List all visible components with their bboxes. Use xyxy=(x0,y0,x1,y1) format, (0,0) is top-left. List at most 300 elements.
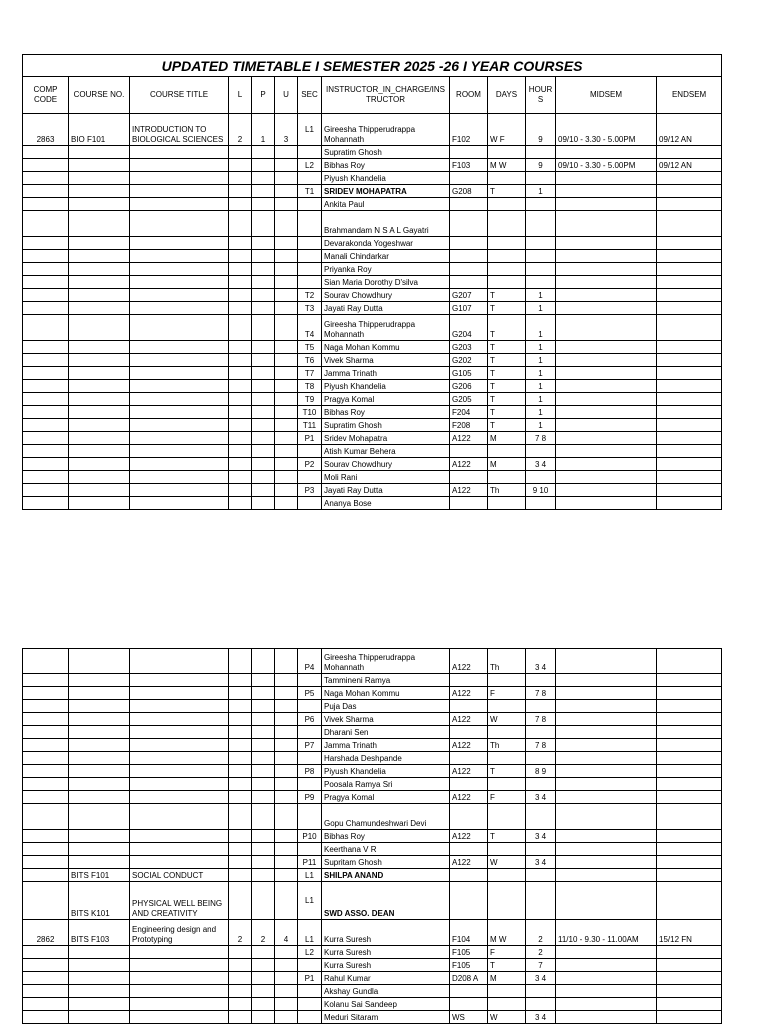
comp-code-cell xyxy=(23,713,69,726)
midsem-cell xyxy=(556,830,657,843)
instructor-cell: Kurra Suresh xyxy=(322,946,450,959)
l-cell: 2 xyxy=(229,114,252,146)
page-title: UPDATED TIMETABLE I SEMESTER 2025 -26 I YEAR COURSES xyxy=(23,55,722,77)
room-cell: F208 xyxy=(450,419,488,432)
sec-cell: P1 xyxy=(298,432,322,445)
course-no-cell xyxy=(69,791,130,804)
room-cell xyxy=(450,445,488,458)
instructor-cell: Tammineni Ramya xyxy=(322,674,450,687)
room-cell xyxy=(450,869,488,882)
endsem-cell xyxy=(657,497,722,510)
instructor-cell: Keerthana V R xyxy=(322,843,450,856)
comp-code-cell xyxy=(23,946,69,959)
room-cell: F103 xyxy=(450,159,488,172)
u-cell xyxy=(275,237,298,250)
p-cell xyxy=(252,419,275,432)
u-cell xyxy=(275,1011,298,1024)
hours-cell: 1 xyxy=(526,302,556,315)
endsem-cell xyxy=(657,674,722,687)
midsem-cell xyxy=(556,843,657,856)
hours-cell: 3 4 xyxy=(526,1011,556,1024)
p-cell xyxy=(252,972,275,985)
table-row xyxy=(23,804,722,830)
hours-cell: 1 xyxy=(526,419,556,432)
days-cell xyxy=(488,276,526,289)
sec-cell xyxy=(298,959,322,972)
l-cell xyxy=(229,302,252,315)
instructor-cell: Supratim Ghosh xyxy=(322,146,450,159)
l-cell xyxy=(229,843,252,856)
course-no-cell xyxy=(69,687,130,700)
midsem-cell xyxy=(556,302,657,315)
hours-cell: 7 8 xyxy=(526,687,556,700)
u-cell xyxy=(275,393,298,406)
l-cell xyxy=(229,674,252,687)
days-cell: T xyxy=(488,959,526,972)
course-no-cell xyxy=(69,804,130,830)
l-cell xyxy=(229,959,252,972)
u-cell xyxy=(275,674,298,687)
u-cell xyxy=(275,791,298,804)
p-cell xyxy=(252,393,275,406)
p-cell xyxy=(252,765,275,778)
hours-cell xyxy=(526,276,556,289)
l-cell xyxy=(229,276,252,289)
l-cell xyxy=(229,830,252,843)
table-row xyxy=(23,237,722,250)
hours-cell xyxy=(526,843,556,856)
sec-cell: T9 xyxy=(298,393,322,406)
comp-code-cell xyxy=(23,445,69,458)
u-cell xyxy=(275,985,298,998)
room-cell xyxy=(450,804,488,830)
u-cell: 4 xyxy=(275,920,298,946)
instructor-cell: Sourav Chowdhury xyxy=(322,289,450,302)
table-row xyxy=(23,791,722,804)
p-cell xyxy=(252,159,275,172)
l-cell xyxy=(229,649,252,674)
hours-cell: 7 8 xyxy=(526,432,556,445)
room-cell xyxy=(450,471,488,484)
sec-cell: T11 xyxy=(298,419,322,432)
p-cell xyxy=(252,354,275,367)
days-cell xyxy=(488,497,526,510)
room-cell xyxy=(450,497,488,510)
days-cell xyxy=(488,985,526,998)
l-cell xyxy=(229,713,252,726)
course-no-cell xyxy=(69,830,130,843)
u-cell xyxy=(275,972,298,985)
table-row xyxy=(23,687,722,700)
instructor-cell: Ankita Paul xyxy=(322,198,450,211)
u-cell xyxy=(275,687,298,700)
midsem-cell: 09/10 - 3.30 - 5.00PM xyxy=(556,114,657,146)
room-cell: G207 xyxy=(450,289,488,302)
l-cell xyxy=(229,484,252,497)
midsem-cell xyxy=(556,700,657,713)
sec-cell: T3 xyxy=(298,302,322,315)
comp-code-cell xyxy=(23,484,69,497)
comp-code-cell xyxy=(23,959,69,972)
room-cell xyxy=(450,276,488,289)
sec-cell: P1 xyxy=(298,972,322,985)
room-cell xyxy=(450,882,488,920)
hours-cell: 3 4 xyxy=(526,830,556,843)
midsem-cell xyxy=(556,354,657,367)
course-title-cell xyxy=(130,752,229,765)
sec-cell xyxy=(298,998,322,1011)
course-title-cell xyxy=(130,276,229,289)
table-row xyxy=(23,114,722,146)
course-no-cell xyxy=(69,302,130,315)
sec-cell: P8 xyxy=(298,765,322,778)
instructor-cell: Bibhas Roy xyxy=(322,159,450,172)
u-cell xyxy=(275,159,298,172)
midsem-cell xyxy=(556,804,657,830)
course-no-cell xyxy=(69,484,130,497)
sec-cell: T6 xyxy=(298,354,322,367)
endsem-cell xyxy=(657,471,722,484)
hours-cell xyxy=(526,726,556,739)
header-instructor: INSTRUCTOR_IN_CHARGE/INSTRUCTOR xyxy=(322,77,450,114)
course-no-cell xyxy=(69,172,130,185)
p-cell xyxy=(252,856,275,869)
course-no-cell xyxy=(69,159,130,172)
endsem-cell xyxy=(657,380,722,393)
l-cell xyxy=(229,289,252,302)
l-cell xyxy=(229,1011,252,1024)
midsem-cell xyxy=(556,726,657,739)
endsem-cell xyxy=(657,791,722,804)
p-cell xyxy=(252,985,275,998)
comp-code-cell xyxy=(23,198,69,211)
endsem-cell xyxy=(657,146,722,159)
days-cell xyxy=(488,172,526,185)
p-cell xyxy=(252,700,275,713)
sec-cell: P11 xyxy=(298,856,322,869)
p-cell xyxy=(252,649,275,674)
table-row xyxy=(23,211,722,237)
sec-cell xyxy=(298,237,322,250)
instructor-cell: Puja Das xyxy=(322,700,450,713)
sec-cell xyxy=(298,250,322,263)
midsem-cell xyxy=(556,315,657,341)
comp-code-cell xyxy=(23,765,69,778)
course-title-cell xyxy=(130,497,229,510)
header-p: P xyxy=(252,77,275,114)
days-cell: M xyxy=(488,972,526,985)
midsem-cell xyxy=(556,687,657,700)
days-cell xyxy=(488,778,526,791)
hours-cell: 3 4 xyxy=(526,856,556,869)
days-cell: T xyxy=(488,765,526,778)
sec-cell: P9 xyxy=(298,791,322,804)
days-cell xyxy=(488,998,526,1011)
course-title-cell xyxy=(130,185,229,198)
course-no-cell xyxy=(69,1011,130,1024)
days-cell xyxy=(488,804,526,830)
midsem-cell xyxy=(556,250,657,263)
u-cell xyxy=(275,289,298,302)
u-cell xyxy=(275,302,298,315)
u-cell xyxy=(275,804,298,830)
course-title-cell xyxy=(130,445,229,458)
table-row xyxy=(23,843,722,856)
course-no-cell xyxy=(69,354,130,367)
course-title-cell xyxy=(130,778,229,791)
room-cell: A122 xyxy=(450,856,488,869)
p-cell xyxy=(252,778,275,791)
l-cell xyxy=(229,185,252,198)
midsem-cell xyxy=(556,276,657,289)
days-cell xyxy=(488,198,526,211)
l-cell xyxy=(229,752,252,765)
sec-cell xyxy=(298,778,322,791)
table-row xyxy=(23,649,722,674)
course-no-cell xyxy=(69,700,130,713)
course-title-cell xyxy=(130,985,229,998)
l-cell xyxy=(229,739,252,752)
midsem-cell xyxy=(556,380,657,393)
room-cell: F105 xyxy=(450,946,488,959)
instructor-cell: Moli Rani xyxy=(322,471,450,484)
endsem-cell xyxy=(657,649,722,674)
course-no-cell xyxy=(69,765,130,778)
days-cell xyxy=(488,445,526,458)
comp-code-cell xyxy=(23,752,69,765)
table-row xyxy=(23,497,722,510)
comp-code-cell xyxy=(23,687,69,700)
p-cell xyxy=(252,198,275,211)
p-cell xyxy=(252,237,275,250)
instructor-cell: SRIDEV MOHAPATRA xyxy=(322,185,450,198)
l-cell xyxy=(229,726,252,739)
sec-cell: P6 xyxy=(298,713,322,726)
hours-cell: 1 xyxy=(526,406,556,419)
header-room: ROOM xyxy=(450,77,488,114)
sec-cell xyxy=(298,985,322,998)
l-cell xyxy=(229,882,252,920)
p-cell xyxy=(252,458,275,471)
p-cell xyxy=(252,959,275,972)
u-cell xyxy=(275,946,298,959)
endsem-cell xyxy=(657,393,722,406)
instructor-cell: Naga Mohan Kommu xyxy=(322,341,450,354)
days-cell: W xyxy=(488,856,526,869)
room-cell xyxy=(450,250,488,263)
table-row xyxy=(23,674,722,687)
course-title-cell xyxy=(130,791,229,804)
u-cell xyxy=(275,380,298,393)
days-cell: W xyxy=(488,1011,526,1024)
midsem-cell xyxy=(556,445,657,458)
course-no-cell xyxy=(69,713,130,726)
hours-cell: 2 xyxy=(526,946,556,959)
u-cell xyxy=(275,752,298,765)
table-row xyxy=(23,471,722,484)
endsem-cell xyxy=(657,856,722,869)
midsem-cell xyxy=(556,998,657,1011)
days-cell xyxy=(488,843,526,856)
course-title-cell xyxy=(130,172,229,185)
l-cell xyxy=(229,946,252,959)
l-cell xyxy=(229,458,252,471)
hours-cell xyxy=(526,700,556,713)
comp-code-cell xyxy=(23,380,69,393)
course-title-cell xyxy=(130,959,229,972)
course-no-cell xyxy=(69,674,130,687)
course-title-cell xyxy=(130,406,229,419)
course-no-cell xyxy=(69,250,130,263)
days-cell: M W xyxy=(488,159,526,172)
l-cell xyxy=(229,354,252,367)
midsem-cell xyxy=(556,432,657,445)
days-cell xyxy=(488,263,526,276)
days-cell xyxy=(488,700,526,713)
course-no-cell: BIO F101 xyxy=(69,114,130,146)
endsem-cell xyxy=(657,354,722,367)
days-cell xyxy=(488,882,526,920)
instructor-cell: Pragya Komal xyxy=(322,791,450,804)
p-cell xyxy=(252,752,275,765)
course-title-cell xyxy=(130,830,229,843)
room-cell: WS xyxy=(450,1011,488,1024)
comp-code-cell xyxy=(23,172,69,185)
sec-cell xyxy=(298,1011,322,1024)
course-no-cell xyxy=(69,959,130,972)
course-no-cell xyxy=(69,497,130,510)
midsem-cell xyxy=(556,765,657,778)
l-cell xyxy=(229,432,252,445)
endsem-cell: 09/12 AN xyxy=(657,114,722,146)
l-cell xyxy=(229,471,252,484)
days-cell xyxy=(488,211,526,237)
endsem-cell xyxy=(657,998,722,1011)
table-row xyxy=(23,458,722,471)
u-cell xyxy=(275,959,298,972)
p-cell xyxy=(252,791,275,804)
l-cell xyxy=(229,972,252,985)
course-title-cell xyxy=(130,1011,229,1024)
days-cell: M W xyxy=(488,920,526,946)
endsem-cell xyxy=(657,700,722,713)
days-cell: Th xyxy=(488,739,526,752)
p-cell xyxy=(252,843,275,856)
endsem-cell xyxy=(657,946,722,959)
p-cell xyxy=(252,211,275,237)
room-cell xyxy=(450,146,488,159)
instructor-cell: Akshay Gundla xyxy=(322,985,450,998)
days-cell: T xyxy=(488,289,526,302)
p-cell xyxy=(252,882,275,920)
room-cell: F204 xyxy=(450,406,488,419)
table-row xyxy=(23,920,722,946)
midsem-cell xyxy=(556,649,657,674)
sec-cell xyxy=(298,172,322,185)
endsem-cell xyxy=(657,778,722,791)
p-cell xyxy=(252,726,275,739)
u-cell xyxy=(275,856,298,869)
l-cell: 2 xyxy=(229,920,252,946)
table-row xyxy=(23,830,722,843)
course-title-cell xyxy=(130,458,229,471)
l-cell xyxy=(229,198,252,211)
course-no-cell xyxy=(69,778,130,791)
course-title-cell xyxy=(130,946,229,959)
course-title-cell xyxy=(130,432,229,445)
endsem-cell xyxy=(657,752,722,765)
course-title-cell xyxy=(130,315,229,341)
course-no-cell xyxy=(69,471,130,484)
course-no-cell xyxy=(69,393,130,406)
room-cell: F102 xyxy=(450,114,488,146)
course-no-cell xyxy=(69,739,130,752)
days-cell xyxy=(488,752,526,765)
u-cell xyxy=(275,432,298,445)
course-no-cell xyxy=(69,458,130,471)
u-cell xyxy=(275,419,298,432)
instructor-cell: Bibhas Roy xyxy=(322,830,450,843)
instructor-cell: SHILPA ANAND xyxy=(322,869,450,882)
comp-code-cell xyxy=(23,778,69,791)
l-cell xyxy=(229,393,252,406)
comp-code-cell xyxy=(23,263,69,276)
room-cell xyxy=(450,985,488,998)
comp-code-cell xyxy=(23,289,69,302)
sec-cell: P2 xyxy=(298,458,322,471)
hours-cell xyxy=(526,882,556,920)
table-row xyxy=(23,393,722,406)
endsem-cell: 09/12 AN xyxy=(657,159,722,172)
course-no-cell xyxy=(69,198,130,211)
table-row xyxy=(23,752,722,765)
course-no-cell xyxy=(69,843,130,856)
table-row xyxy=(23,354,722,367)
table-row xyxy=(23,185,722,198)
comp-code-cell xyxy=(23,497,69,510)
u-cell xyxy=(275,445,298,458)
course-no-cell xyxy=(69,315,130,341)
comp-code-cell xyxy=(23,471,69,484)
hours-cell xyxy=(526,445,556,458)
l-cell xyxy=(229,237,252,250)
sec-cell: P4 xyxy=(298,649,322,674)
comp-code-cell xyxy=(23,315,69,341)
hours-cell xyxy=(526,985,556,998)
room-cell xyxy=(450,843,488,856)
comp-code-cell xyxy=(23,674,69,687)
instructor-cell: Ananya Bose xyxy=(322,497,450,510)
u-cell xyxy=(275,998,298,1011)
table-row xyxy=(23,998,722,1011)
instructor-cell: Kurra Suresh xyxy=(322,920,450,946)
p-cell xyxy=(252,263,275,276)
hours-cell: 8 9 xyxy=(526,765,556,778)
instructor-cell: Gireesha Thipperudrappa Mohannath xyxy=(322,649,450,674)
hours-cell: 1 xyxy=(526,185,556,198)
room-cell: A122 xyxy=(450,765,488,778)
p-cell xyxy=(252,946,275,959)
u-cell xyxy=(275,146,298,159)
l-cell xyxy=(229,367,252,380)
course-title-cell xyxy=(130,393,229,406)
days-cell xyxy=(488,869,526,882)
comp-code-cell xyxy=(23,354,69,367)
endsem-cell xyxy=(657,726,722,739)
p-cell: 2 xyxy=(252,920,275,946)
days-cell: T xyxy=(488,185,526,198)
instructor-cell: Piyush Khandelia xyxy=(322,172,450,185)
